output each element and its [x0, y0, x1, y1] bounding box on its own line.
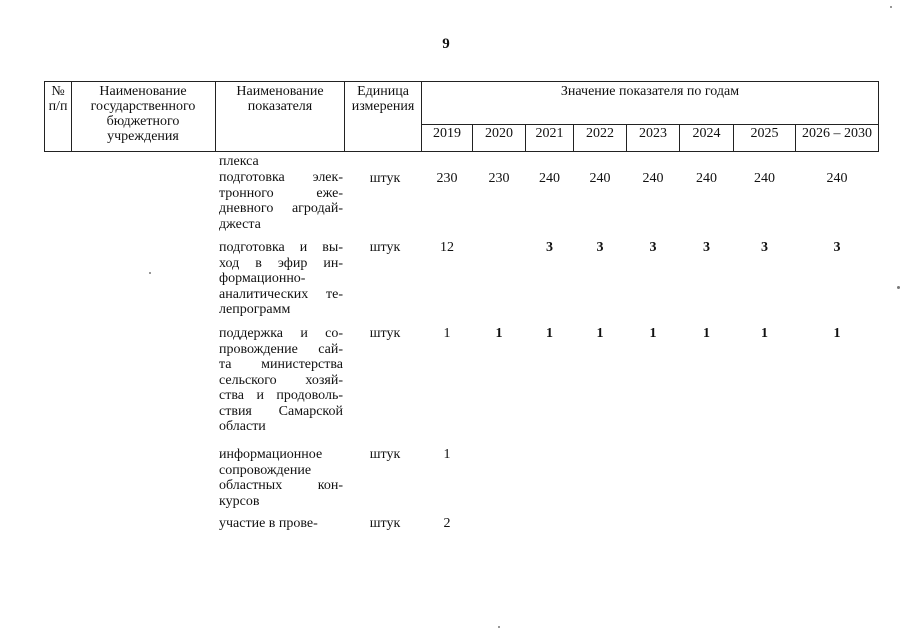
indicator-line: областных кон-: [219, 478, 343, 493]
value-2022: 3: [596, 240, 604, 255]
value-2026-2030: 1: [833, 326, 841, 341]
value-2025: 3: [761, 240, 768, 255]
scan-speck: [149, 272, 151, 274]
indicator-line: сельского хозяй-: [219, 372, 343, 388]
value-2019: 12: [440, 240, 454, 255]
indicator-line: курсов: [219, 493, 260, 509]
year-2026-2030: 2026 – 2030: [802, 126, 872, 141]
header-unit-column: Единица измерения: [351, 84, 415, 114]
value-2021: 3: [546, 240, 553, 255]
year-2020: 2020: [485, 126, 513, 141]
year-2023: 2023: [639, 126, 667, 141]
year-2025: 2025: [750, 126, 779, 141]
value-2026-2030: 240: [826, 171, 848, 186]
indicator-line: аналитических те-: [219, 286, 343, 302]
header-indicator-column: Наименование показателя: [236, 84, 324, 114]
scan-speck: [897, 286, 900, 289]
indicator-line: ствия Самарской: [219, 403, 343, 419]
unit-cell: штук: [369, 171, 401, 186]
indicator-line: информационное: [219, 447, 323, 462]
value-2025: 240: [754, 171, 775, 186]
value-2019: 230: [436, 171, 458, 186]
page-number: 9: [442, 36, 450, 52]
indicator-line: сопровождение: [219, 462, 312, 478]
indicator-name: [219, 516, 343, 532]
indicator-line: ход в эфир ин-: [219, 255, 343, 271]
scan-speck: [498, 626, 500, 628]
value-2024: 3: [703, 240, 710, 255]
indicator-line: формационно-: [219, 271, 306, 286]
value-2020: 230: [488, 171, 510, 186]
year-2021: 2021: [535, 126, 564, 141]
value-2023: 1: [649, 326, 657, 341]
value-2026-2030: 3: [833, 240, 841, 255]
indicator-line: поддержка и со-: [219, 326, 343, 341]
unit-cell: штук: [369, 447, 401, 462]
value-2022: 1: [596, 326, 604, 341]
value-2024: 240: [696, 171, 717, 186]
value-2023: 3: [649, 240, 657, 255]
value-2021: 1: [546, 326, 553, 341]
indicator-name: [219, 447, 343, 509]
value-2025: 1: [761, 326, 768, 341]
indicator-line: тронного еже-: [219, 185, 343, 201]
indicator-line: джеста: [219, 216, 261, 232]
indicator-line: лепрограмм: [219, 302, 291, 317]
year-2022: 2022: [586, 126, 614, 141]
indicator-line: плекса: [219, 154, 259, 169]
unit-cell: штук: [369, 240, 401, 255]
indicator-line: дневного агродай-: [219, 201, 343, 216]
value-2024: 1: [703, 326, 710, 341]
indicator-name: [219, 170, 343, 232]
value-2023: 240: [642, 171, 664, 186]
value-2019: 1: [443, 447, 451, 462]
scan-speck: [890, 6, 892, 8]
header-number-column: № п/п: [48, 84, 68, 114]
year-2024: 2024: [692, 126, 721, 141]
header-values-column: Значение показателя по годам: [560, 84, 740, 99]
indicator-name: [219, 240, 343, 318]
year-2019: 2019: [433, 126, 461, 141]
indicator-line: подготовка элек-: [219, 170, 343, 185]
indicator-line: подготовка и вы-: [219, 240, 343, 255]
unit-cell: штук: [369, 326, 401, 341]
indicator-line: области: [219, 419, 266, 434]
value-2019: 2: [443, 516, 451, 531]
header-institution-column: Наименование государственного бюджетного учреждения: [90, 84, 196, 144]
value-2020: 1: [495, 326, 503, 341]
indicator-line: участие в прове-: [219, 516, 318, 531]
indicator-line: та министерства: [219, 357, 343, 372]
value-2021: 240: [539, 171, 560, 186]
unit-cell: штук: [369, 516, 401, 531]
indicator-line: провождение сай-: [219, 341, 343, 357]
indicator-name: [219, 154, 343, 170]
value-2022: 240: [589, 171, 611, 186]
value-2019: 1: [443, 326, 451, 341]
indicator-line: ства и продоволь-: [219, 388, 343, 403]
indicator-name: [219, 326, 343, 435]
